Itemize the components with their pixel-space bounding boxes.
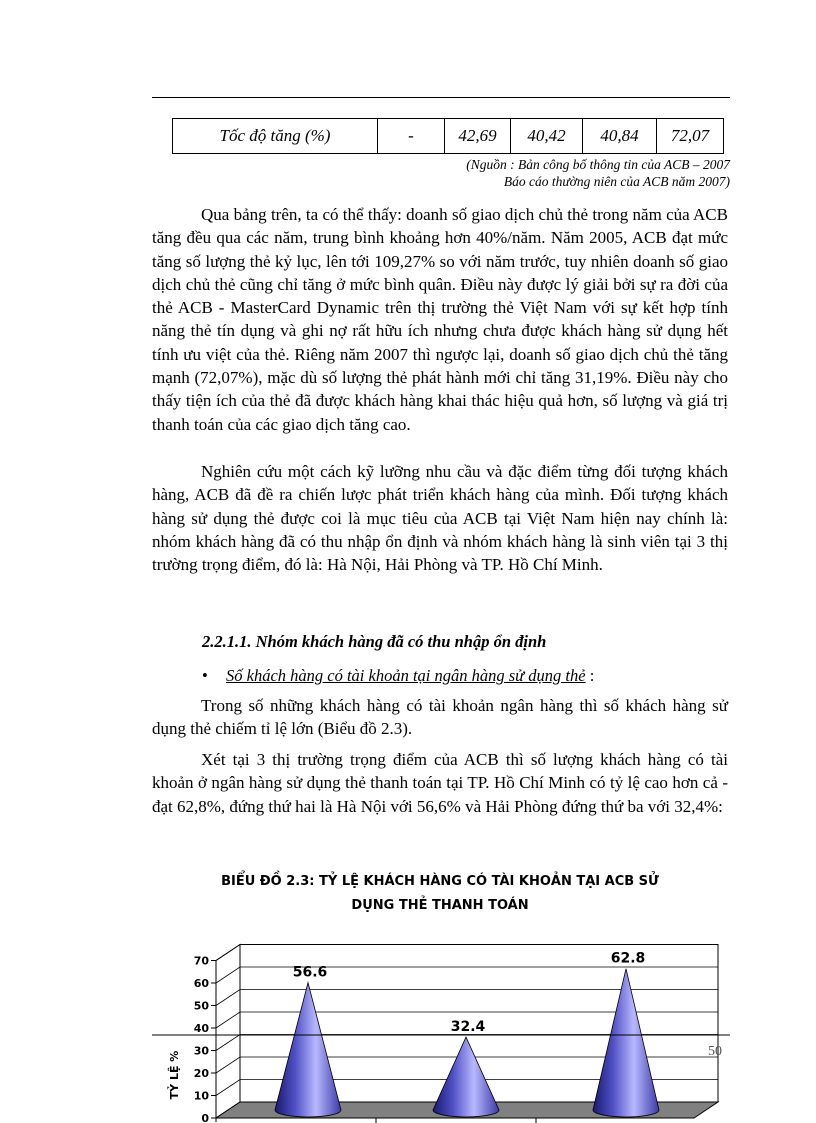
data-label: 56.6 bbox=[292, 964, 328, 981]
table-cell: 72,07 bbox=[657, 119, 724, 154]
page-number: 50 bbox=[708, 1044, 722, 1059]
paragraph-text: Qua bảng trên, ta có thể thấy: doanh số giao dịch chủ thẻ trong năm của ACB tăng đều qua các năm, trung bình khoảng hơn 40%/năm. Năm 2005, ACB đạt mức tăng số lượng thẻ kỷ lục, lên tới 109,27% so với năm trước, tuy nhiên doanh số giao dịch chủ thẻ cũng chỉ tăng ở mức bình quân. Điều này được lý giải bởi sự ra đời của thẻ ACB - MasterCard Dynamic trên thị trường thẻ Việt Nam với sự kết hợp tính năng thẻ tín dụng và ghi nợ rất hữu ích nhưng chưa được khách hàng sử dụng hết tính ưu việt của thẻ. Riêng năm 2007 thì ngược lại, doanh số giao dịch chủ thẻ tăng mạnh (72,07%), mặc dù số lượng thẻ phát hành mới chỉ tăng 31,19%. Điều này cho thấy tiện ích của thẻ đã được khách hàng khai thác hiệu quả hơn, số lượng và giá trị thanh toán của các giao dịch tăng cao. bbox=[152, 205, 728, 434]
source-line-1: (Nguồn : Bản công bố thông tin của ACB – 2007 bbox=[466, 157, 730, 172]
paragraph-text: Nghiên cứu một cách kỹ lưỡng nhu cầu và đặc điểm từng đối tượng khách hàng, ACB đã đề ra chiến lược phát triển khách hàng của mình. Đối tượng khách hàng sử dụng thẻ được coi là mục tiêu của ACB tại Việt Nam hiện nay chính là: nhóm khách hàng đã có thu nhập ổn định và nhóm khách hàng là sinh viên tại 3 thị trường trọng điểm, đó là: Hà Nội, Hải Phòng và TP. Hồ Chí Minh. bbox=[152, 462, 728, 575]
data-label: 32.4 bbox=[450, 1019, 486, 1036]
paragraph-text: Xét tại 3 thị trường trọng điểm của ACB thì số lượng khách hàng có tài khoản ở ngân hàng sử dụng thẻ thanh toán tại TP. Hồ Chí Minh có tỷ lệ cao hơn cả - đạt 62,8%, đứng thứ hai là Hà Nội với 56,6% và Hải Phòng đứng thứ ba với 32,4%: bbox=[152, 750, 728, 816]
bullet-suffix: : bbox=[585, 666, 595, 685]
y-tick-label: 70 bbox=[193, 954, 209, 968]
table-cell: 40,42 bbox=[511, 119, 583, 154]
y-tick-label: 60 bbox=[193, 977, 209, 990]
data-label: 62.8 bbox=[610, 950, 646, 967]
table-row-label: Tốc độ tăng (%) bbox=[173, 119, 378, 154]
table-cell: - bbox=[378, 119, 445, 154]
table-cell: 42,69 bbox=[445, 119, 511, 154]
y-tick-label: 40 bbox=[193, 1022, 209, 1035]
y-axis-label: TỶ LỆ % bbox=[168, 1050, 181, 1100]
section-heading: 2.2.1.1. Nhóm khách hàng đã có thu nhập ổn định bbox=[202, 632, 547, 651]
bullet-text: Số khách hàng có tài khoản tại ngân hàng sử dụng thẻ bbox=[226, 666, 586, 685]
bullet-icon: • bbox=[202, 666, 208, 685]
chart-title-line-1: BIỂU ĐỒ 2.3: TỶ LỆ KHÁCH HÀNG CÓ TÀI KHOẢN TẠI ACB SỬ bbox=[221, 874, 659, 889]
y-tick-label: 50 bbox=[193, 999, 209, 1013]
paragraph-text: Trong số những khách hàng có tài khoản ngân hàng thì số khách hàng sử dụng thẻ chiếm tỉ lệ lớn (Biểu đồ 2.3). bbox=[152, 696, 728, 739]
source-line-2: Báo cáo thường niên của ACB năm 2007) bbox=[503, 174, 730, 189]
table-cell: 40,84 bbox=[583, 119, 657, 154]
chart-title-line-2: DỤNG THẺ THANH TOÁN bbox=[351, 898, 529, 913]
y-tick-label: 10 bbox=[193, 1089, 209, 1103]
chart-side-wall bbox=[216, 945, 240, 1119]
y-tick-label: 20 bbox=[193, 1067, 209, 1080]
y-tick-label: 0 bbox=[201, 1112, 209, 1123]
y-tick-label: 30 bbox=[193, 1044, 209, 1058]
